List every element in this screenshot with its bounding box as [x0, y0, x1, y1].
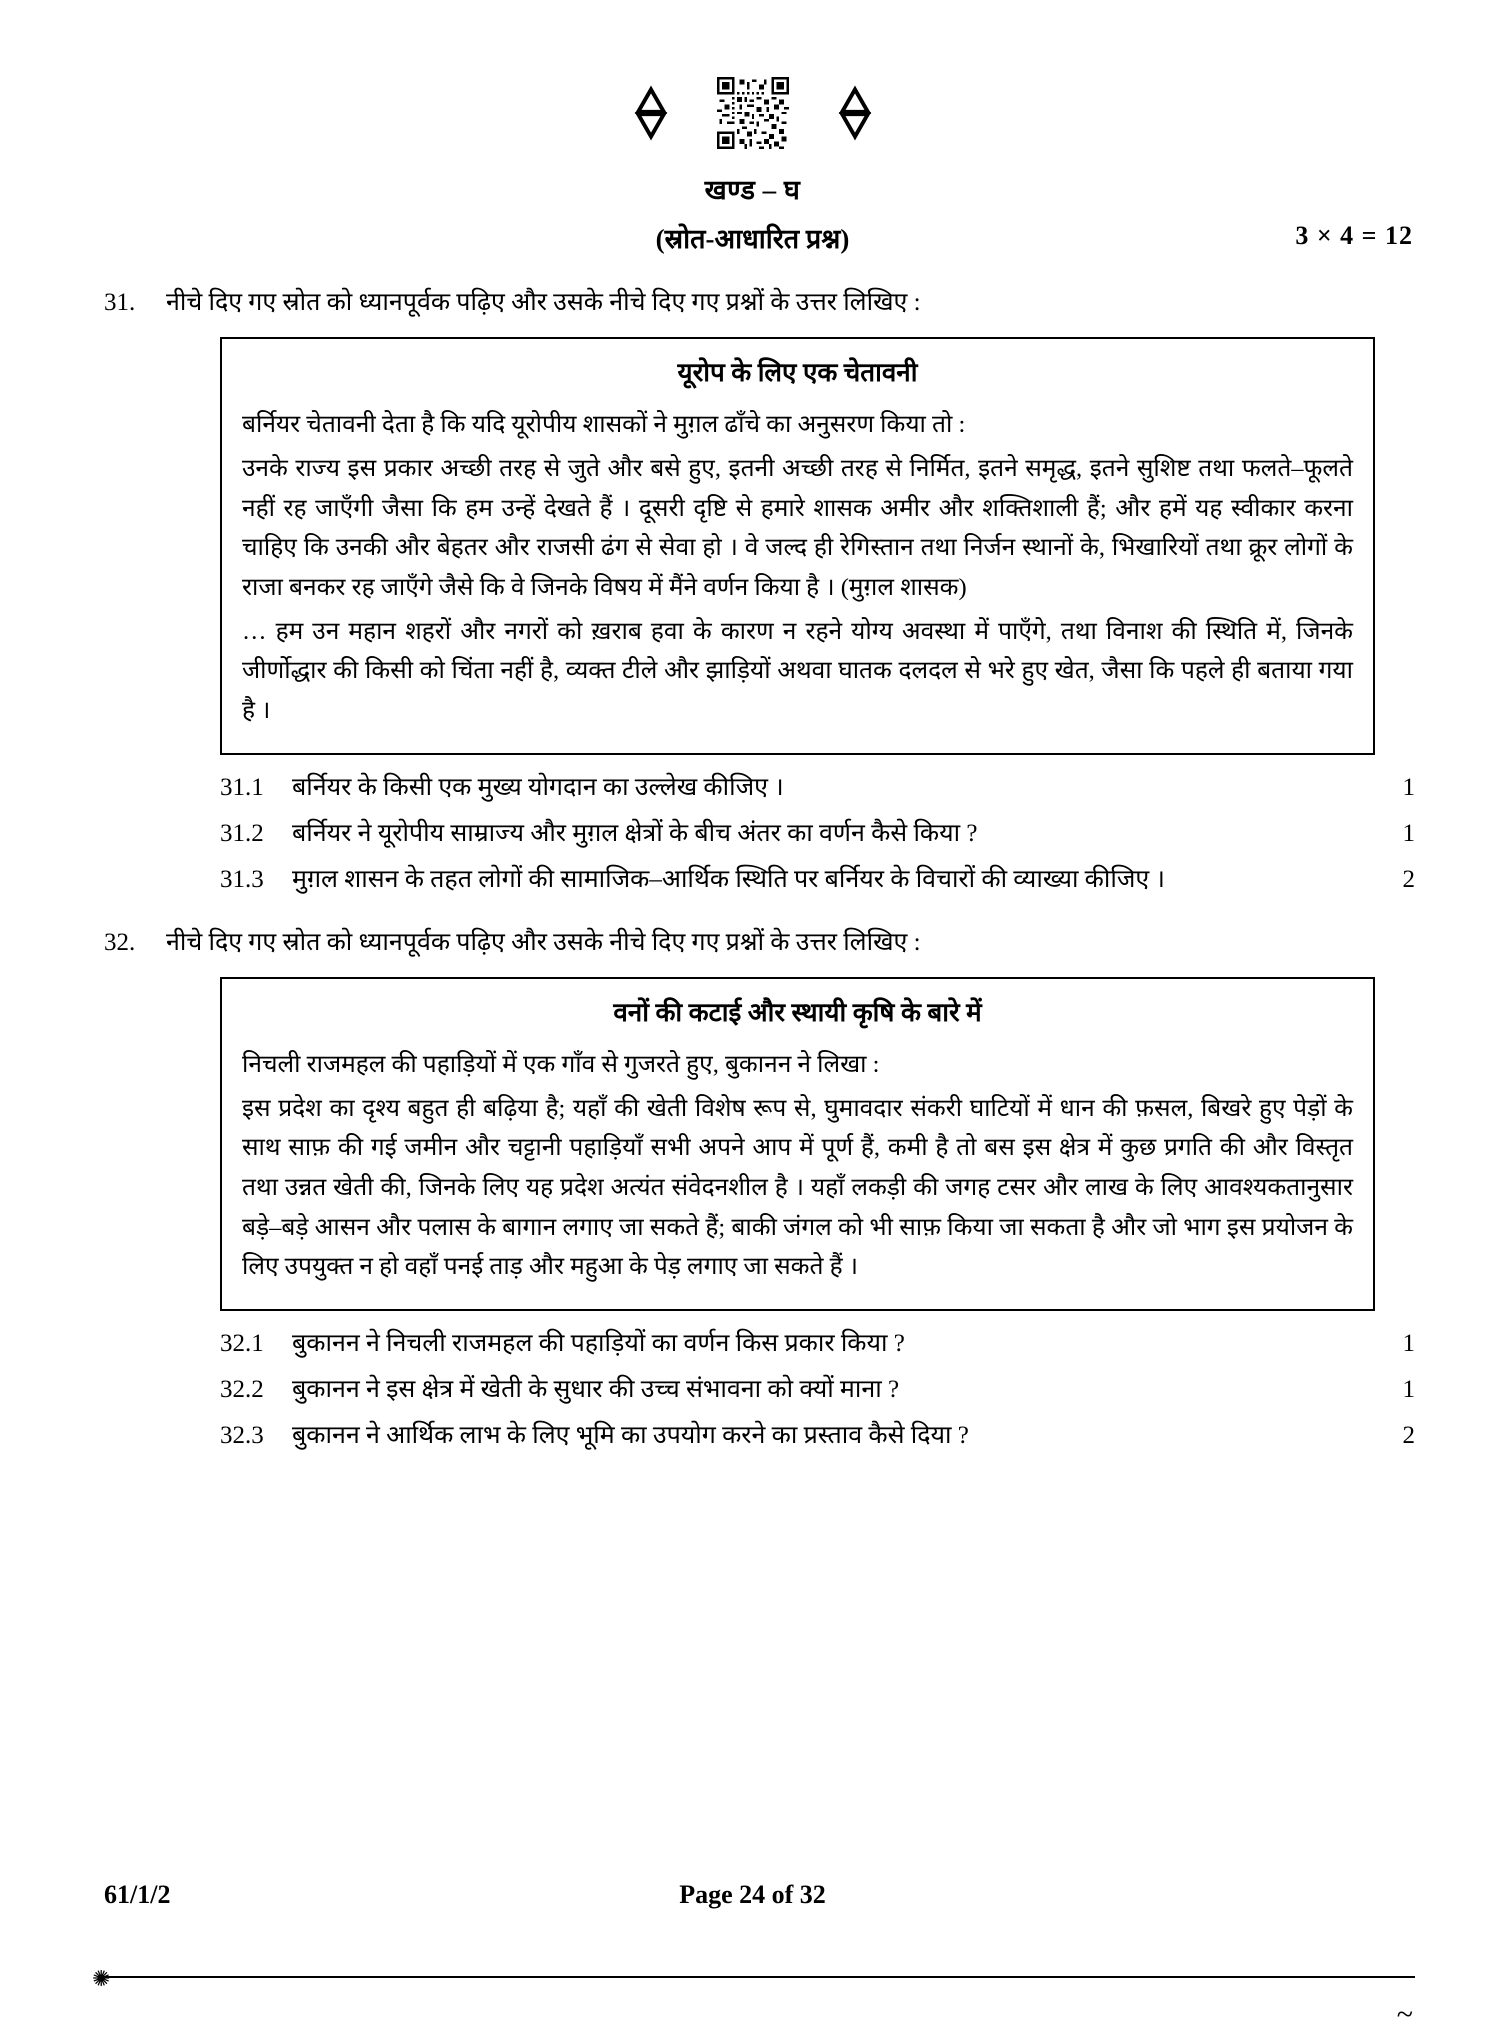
question-32-source-box	[220, 977, 1375, 1311]
star-of-david-icon-right	[827, 85, 883, 141]
subquestion-31-1-marks: 1	[1402, 773, 1415, 801]
question-31-source-para-2: उनके राज्य इस प्रकार अच्छी तरह से जुते और बसे हुए, इतनी अच्छी तरह से निर्मित, इतने समृद्ध, इतने सुशिष्ट तथा फलते–फूलते नहीं रह जाएँगी जैसा कि हम उन्हें देखते हैं । दूसरी दृष्टि से हमारे शासक अमीर और शक्तिशाली हैं; और हमें यह स्वीकार करना चाहिए कि उनकी और बेहतर और राजसी ढंग से सेवा हो । वे जल्द ही रेगिस्तान तथा निर्जन स्थानों के, भिखारियों तथा क्रूर लोगों के राजा बनकर रह जाएँगे जैसे कि वे जिनके विषय में मैंने वर्णन किया है । (मुग़ल शासक)	[242, 454, 1353, 601]
page-indicator: Page 24 of 32	[679, 1880, 826, 1909]
page-footer	[0, 1880, 1505, 1926]
question-32-subquestions	[220, 1325, 1415, 1455]
subquestion-31-2	[220, 815, 1415, 853]
footer-divider	[104, 1976, 1415, 1978]
subquestion-31-2-text: बर्नियर ने यूरोपीय साम्राज्य और मुग़ल क्षेत्रों के बीच अंतर का वर्णन कैसे किया ?	[292, 819, 978, 847]
question-31-stem-text: नीचे दिए गए स्रोत को ध्यानपूर्वक पढ़िए और उसके नीचे दिए गए प्रश्नों के उत्तर लिखिए :	[166, 289, 921, 316]
subquestion-32-2	[220, 1371, 1415, 1409]
question-31-number: 31.	[104, 289, 136, 316]
question-32-stem	[0, 925, 1505, 961]
subquestion-31-2-label: 31.2	[220, 819, 264, 847]
subquestion-31-2-marks: 1	[1402, 819, 1415, 847]
paper-code: 61/1/2	[104, 1880, 171, 1909]
tilde-mark: ~	[1396, 1998, 1413, 2031]
question-31-source-box	[220, 337, 1375, 755]
subquestion-31-1	[220, 769, 1415, 807]
subquestion-31-3-label: 31.3	[220, 865, 264, 893]
subquestion-31-1-text: बर्नियर के किसी एक मुख्य योगदान का उल्लेख कीजिए ।	[292, 773, 784, 801]
subquestion-32-1-marks: 1	[1402, 1330, 1415, 1358]
question-31-source-para-3: … हम उन महान शहरों और नगरों को ख़राब हवा के कारण न रहने योग्य अवस्था में पाएँगे, तथा विनाश की स्थिति में, जिनके जीर्णोद्धार की किसी को चिंता नहीं है, व्यक्त टीले और झाड़ियों अथवा घातक दलदल से भरे हुए खेत, जैसा कि पहले ही बताया गया है ।	[242, 617, 1353, 725]
subquestion-31-3-marks: 2	[1402, 865, 1415, 893]
section-subtitle-row	[0, 219, 1505, 259]
question-32-number: 32.	[104, 928, 136, 956]
question-32-source-heading: वनों की कटाई और स्थायी कृषि के बारे में	[613, 998, 982, 1027]
subquestion-32-2-text: बुकानन ने इस क्षेत्र में खेती के सुधार की उच्च संभावना को क्यों माना ?	[292, 1376, 900, 1404]
subquestion-32-1	[220, 1325, 1415, 1363]
subquestion-32-3-text: बुकानन ने आर्थिक लाभ के लिए भूमि का उपयोग करने का प्रस्ताव कैसे दिया ?	[292, 1422, 969, 1450]
section-marks-total: 3 × 4 = 12	[1295, 221, 1413, 250]
question-32-source-para-2: इस प्रदेश का दृश्य बहुत ही बढ़िया है; यहाँ की खेती विशेष रूप से, घुमावदार संकरी घाटियों में धान की फ़सल, बिखरे हुए पेड़ों के साथ साफ़ की गई जमीन और चट्टानी पहाड़ियाँ सभी अपने आप में पूर्ण हैं, कमी है तो बस इस क्षेत्र में कुछ प्रगति की और विस्तृत तथा उन्नत खेती की, जिनके लिए यह प्रदेश अत्यंत संवेदनशील है । यहाँ लकड़ी की जगह टसर और लाख के लिए आवश्यकतानुसार बड़े–बड़े आसन और पलास के बागान लगाए जा सकते हैं; बाकी जंगल को भी साफ़ किया जा सकता है और जो भाग इस प्रयोजन के लिए उपयुक्त न हो वहाँ पनई ताड़ और महुआ के पेड़ लगाए जा सकते हैं ।	[242, 1094, 1353, 1281]
question-31-source-para-1: बर्नियर चेतावनी देता है कि यदि यूरोपीय शासकों ने मुग़ल ढाँचे का अनुसरण किया तो :	[242, 411, 966, 439]
subquestion-32-3	[220, 1417, 1415, 1455]
subquestion-31-1-label: 31.1	[220, 773, 264, 801]
section-title: खण्ड – घ	[704, 175, 801, 205]
subquestion-31-3-text: मुग़ल शासन के तहत लोगों की सामाजिक–आर्थिक स्थिति पर बर्नियर के विचारों की व्याख्या कीजिए ।	[292, 865, 1165, 893]
subquestion-32-3-label: 32.3	[220, 1422, 264, 1450]
question-31	[0, 285, 1505, 899]
subquestion-32-1-text: बुकानन ने निचली राजमहल की पहाड़ियों का वर्णन किस प्रकार किया ?	[292, 1330, 905, 1358]
question-31-source-heading: यूरोप के लिए एक चेतावनी	[677, 358, 918, 388]
subquestion-32-2-marks: 1	[1402, 1376, 1415, 1404]
star-of-david-icon-left	[623, 85, 679, 141]
question-31-subquestions	[220, 769, 1415, 899]
subquestion-32-2-label: 32.2	[220, 1376, 264, 1404]
header-marks	[0, 0, 1505, 148]
question-32	[0, 925, 1505, 1455]
qr-code-icon	[717, 77, 789, 149]
question-31-stem	[0, 285, 1505, 321]
flower-mark-icon: ✺	[92, 1966, 111, 1991]
question-32-stem-text: नीचे दिए गए स्रोत को ध्यानपूर्वक पढ़िए और उसके नीचे दिए गए प्रश्नों के उत्तर लिखिए :	[166, 928, 921, 956]
section-subtitle: (स्रोत-आधारित प्रश्न)	[655, 224, 850, 254]
subquestion-31-3	[220, 861, 1415, 899]
subquestion-32-1-label: 32.1	[220, 1330, 264, 1358]
subquestion-32-3-marks: 2	[1402, 1422, 1415, 1450]
question-32-source-para-1: निचली राजमहल की पहाड़ियों में एक गाँव से गुजरते हुए, बुकानन ने लिखा :	[242, 1051, 880, 1078]
